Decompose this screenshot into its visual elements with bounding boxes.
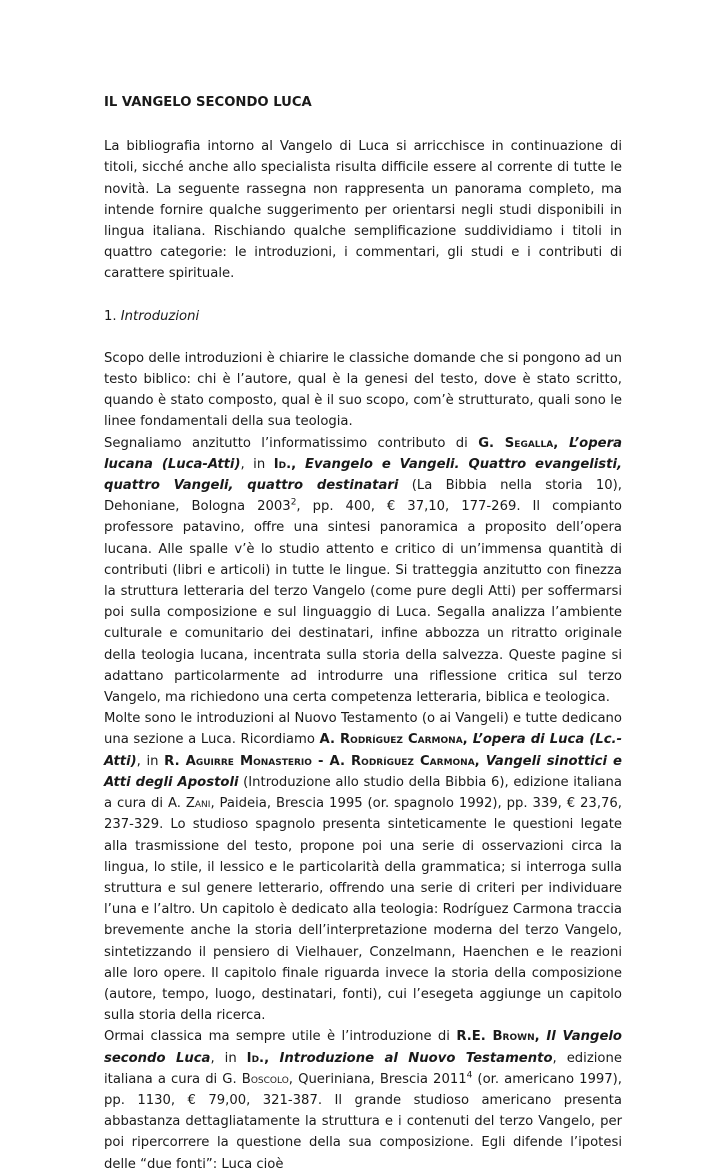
separator: , [474,753,486,769]
curator-name: Boscolo [241,1071,289,1087]
publication-info: (La Bibbia nella storia 10), Dehoniane, Bologna 2003 [104,478,622,515]
separator: , [534,1029,547,1045]
document-title: IL VANGELO SECONDO LUCA [104,95,312,110]
work-title: Il Vangelo secondo Luca [104,1029,622,1066]
paragraph-brown [104,1026,622,1174]
review-text: , Paideia, Brescia 1995 (or. spagnolo 1992), pp. 339, € 23,76, 237-329. Lo studioso spagnolo presenta sinteticamente le questioni legate alla trasmissione del testo, propone poi una serie di osservazioni circa la lingua, lo stile, il lessico e le particolarità della grammatica; si interroga sulla struttura e sul genere letterario, offrendo una serie di criteri per individuare l’una e l’altro. Un capitolo è dedicato alla teologia: Rodríguez Carmona traccia brevemente anche la storia dell’interpretazione moderna del terzo Vangelo, sintetizzando il pensiero di Vielhauer, Conzelmann, Haenchen e le reazioni alle loro opere. Il capitolo finale riguarda invece la storia della composizione (autore, tempo, luogo, destinatari, fonti), cui l’esegeta aggiunge un capitolo sulla storia della ricerca. [104,796,622,1024]
ibidem-author: Id. [246,1050,265,1066]
paragraph-segalla [104,433,622,709]
separator: , [462,732,473,748]
book-title: Introduzione al Nuovo Testamento [279,1050,553,1066]
review-text: , pp. 400, € 37,10, 177-269. Il compianto professore patavino, offre una sintesi panoramica a proposito dell’opera lucana. Alle spalle v’è lo studio attento e critico di un’immensa quantità di contributi (libri e articoli) in tutte le lingue. Si tratteggia anzitutto con finezza la struttura letteraria del terzo Vangelo (come pure degli Atti) per soffermarsi poi sulla composizione e sul linguaggio di Luca. Segalla analizza l’ambiente culturale e comunitario dei destinatari, infine abbozza un ritratto originale della teologia lucana, incentrata sulla storia della salvezza. Queste pagine si adattano particolarmente ad introdurre una riflessione critica sul terzo Vangelo, ma richiedono una certa competenza letteraria, biblica e teologica. [104,499,622,706]
review-text: (or. americano 1997), pp. 1130, € 79,00, 321-387. Il grande studioso americano presenta abbastanza dettagliatamente la struttura e i contenuti del terzo Vangelo, per poi ripercorrere la questione della sua composizione. Egli difende l’ipotesi delle “due fonti”: Luca cioè [104,1071,622,1172]
author-name: A. Rodríguez Carmona [319,732,463,748]
text-run: , in [210,1050,247,1066]
edition-superscript: 2 [290,497,297,508]
author-name: G. Segalla [478,435,554,451]
document-body [104,92,622,1175]
edition-superscript: 4 [466,1070,473,1081]
book-title: Evangelo e Vangeli. Quattro evangelisti, quattro Vangeli, quattro destinatari [104,456,622,494]
ibidem-author: Id. [273,456,292,472]
work-title: L’opera lucana (Luca-Atti) [104,435,622,472]
author-name: R.E. Brown [456,1029,535,1045]
paragraph-rodriguez [104,708,622,1026]
text-run: Molte sono le introduzioni al Nuovo Testamento (o ai Vangeli) e tutte dedicano una sezione a Luca. Ricordiamo [104,711,622,748]
separator: , [553,435,570,451]
section-name: Introduzioni [120,308,200,324]
publication-info: , Queriniana, Brescia 2011 [288,1071,467,1087]
section-number: 1. [104,308,117,324]
separator: , [291,456,306,472]
book-title: Vangeli sinottici e Atti degli Apostoli [104,753,622,790]
text-run: , in [136,753,165,769]
text-run: , in [240,456,274,472]
separator: , [264,1050,280,1066]
publication-info: , edizione italiana a cura di G. [104,1050,622,1087]
section-heading [104,306,622,327]
paragraph-purpose: Scopo delle introduzioni è chiarire le classiche domande che si pongono ad un testo biblico: chi è l’autore, qual è la genesi del testo, dove è stato scritto, quando è stato composto, qual è il suo scopo, com’è strutturato, quali sono le linee fondamentali della sua teologia. [104,350,622,430]
publication-info: (Introduzione allo studio della Bibbia 6), edizione italiana a cura di A. [104,774,622,812]
curator-name: Zani [185,796,211,812]
editors-names: R. Aguirre Monasterio - A. Rodríguez Carmona [164,753,475,769]
text-run: Ormai classica ma sempre utile è l’introduzione di [104,1029,457,1045]
text-run: Segnaliamo anzitutto l’informatissimo contributo di [104,435,479,451]
work-title: L’opera di Luca (Lc.-Atti) [104,732,622,769]
intro-paragraph: La bibliografia intorno al Vangelo di Luca si arricchisce in continuazione di titoli, sicché anche allo specialista risulta difficile essere al corrente di tutte le novità. La seguente rassegna non rappresenta un panorama completo, ma intende fornire qualche suggerimento per orientarsi negli studi disponibili in lingua italiana. Rischiando qualche semplificazione suddividiamo i titoli in quattro categorie: le introduzioni, i commentari, gli studi e i contributi di carattere spirituale. [104,139,622,282]
